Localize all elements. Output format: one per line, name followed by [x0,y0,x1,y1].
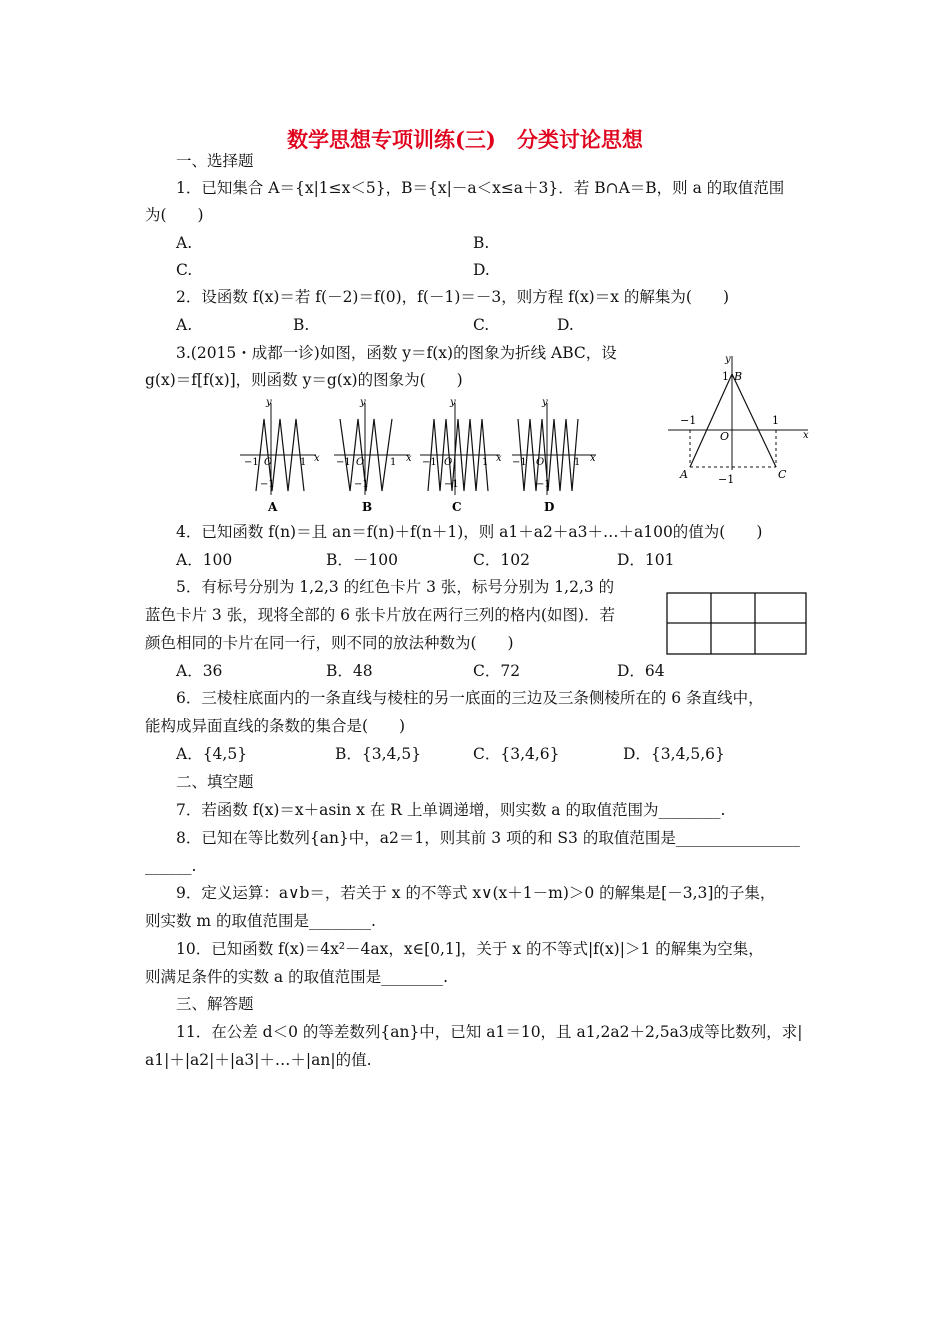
svg-text:O: O [536,457,545,468]
q4-option-c: C．102 [473,551,530,569]
svg-text:y: y [542,397,548,408]
tick-neg1-y: −1 [260,479,275,490]
section-choice: 一、选择题 [176,152,254,170]
svg-text:x: x [496,453,502,464]
q3-main-graph [668,350,813,490]
graph-a [240,397,320,514]
page-title: 数学思想专项训练(三) 分类讨论思想 [287,127,643,152]
q3-option-graphs [234,395,604,517]
q9-line1: 9．定义运算：a∨b＝，若关于 x 的不等式 x∨(x＋1－m)＞0 的解集是[－3,3]的子集， [176,884,776,902]
q2-option-d: D. [557,316,574,334]
q1-line1: 1．已知集合 A＝{x|1≤x＜5}，B＝{x|－a＜x≤a＋3}．若 B∩A＝B，则 a 的取值范围 [176,179,785,197]
svg-text:−1: −1 [680,414,697,427]
svg-text:y: y [725,354,731,365]
q11-line2: a1|＋|a2|＋|a3|＋…＋|an|的值. [145,1051,372,1069]
q11-line1: 11．在公差 d＜0 的等差数列{an}中，已知 a1＝10，且 a1,2a2＋2,5a3成等比数列，求| [176,1023,803,1041]
section-fill: 二、填空题 [176,773,254,791]
graph-b [334,397,412,514]
graph-label-a: A [268,500,278,514]
q5-option-d: D．64 [617,662,665,680]
svg-text:B: B [734,370,743,383]
svg-text:x: x [590,453,596,464]
q5-card-grid [666,592,808,656]
svg-text:C: C [778,468,787,481]
q10-line2: 则满足条件的实数 a 的取值范围是________. [145,968,449,986]
svg-text:O: O [444,457,453,468]
svg-text:1: 1 [772,414,779,427]
q5-option-b: B．48 [326,662,373,680]
svg-text:A: A [680,468,688,481]
q2-line1: 2．设函数 f(x)＝若 f(－2)＝f(0)，f(－1)＝－3，则方程 f(x)＝x 的解集为( ) [176,288,729,306]
q8-line2: ______. [145,857,197,875]
graph-c [420,397,502,514]
svg-text:y: y [450,397,456,408]
svg-text:1: 1 [722,370,729,383]
axis-label-y: y [266,397,272,408]
q3-line1: 3.(2015・成都一诊)如图，函数 y＝f(x)的图象为折线 ABC，设 [176,344,617,362]
q1-option-b: B. [473,234,490,252]
axis-label-x: x [314,453,320,464]
svg-text:−1: −1 [444,479,459,490]
q6-option-a: A．{4,5} [176,745,248,763]
svg-text:1: 1 [574,457,581,468]
q2-option-c: C. [473,316,490,334]
svg-text:−1: −1 [336,457,351,468]
q6-line2: 能构成异面直线的条数的集合是( ) [145,717,406,735]
graph-label-d: D [544,500,555,514]
q6-option-b: B．{3,4,5} [335,745,422,763]
q6-option-d: D．{3,4,5,6} [623,745,725,763]
svg-text:O: O [720,430,730,443]
graph-d [512,397,596,514]
svg-text:−1: −1 [536,479,551,490]
q2-option-b: B. [293,316,310,334]
graph-label-c: C [452,500,462,514]
q5-line3: 颜色相同的卡片在同一行，则不同的放法种数为( ) [145,634,514,652]
q3-line2: g(x)＝f[f(x)]，则函数 y＝g(x)的图象为( ) [145,371,463,389]
q1-line2: 为( ) [145,206,204,224]
svg-text:O: O [356,457,365,468]
q6-line1: 6．三棱柱底面内的一条直线与棱柱的另一底面的三边及三条侧棱所在的 6 条直线中， [176,689,764,707]
svg-text:−1: −1 [354,479,369,490]
q5-line2: 蓝色卡片 3 张，现将全部的 6 张卡片放在两行三列的格内(如图)．若 [145,606,616,624]
origin-label: O [264,457,273,468]
svg-text:y: y [360,397,366,408]
q5-option-c: C．72 [473,662,521,680]
graph-label-b: B [362,500,373,514]
q7-line1: 7．若函数 f(x)＝x＋asin x 在 R 上单调递增，则实数 a 的取值范围为________. [176,801,726,819]
svg-text:1: 1 [482,457,489,468]
q2-option-a: A. [176,316,193,334]
tick-pos1: 1 [300,457,307,468]
q9-line2: 则实数 m 的取值范围是________. [145,912,376,930]
q5-option-a: A．36 [176,662,223,680]
tick-neg1: −1 [244,457,259,468]
q5-line1: 5．有标号分别为 1,2,3 的红色卡片 3 张，标号分别为 1,2,3 的 [176,578,615,596]
svg-text:−1: −1 [422,457,437,468]
q1-option-a: A. [176,234,193,252]
svg-text:1: 1 [390,457,397,468]
svg-text:−1: −1 [718,473,735,486]
q6-option-c: C．{3,4,6} [473,745,560,763]
q8-line1: 8．已知在等比数列{an}中，a2＝1，则其前 3 项的和 S3 的取值范围是________________ [176,829,800,847]
q4-option-b: B．－100 [326,551,398,569]
q1-option-d: D. [473,261,490,279]
q4-option-d: D．101 [617,551,675,569]
svg-text:x: x [803,430,809,441]
q4-line1: 4．已知函数 f(n)＝且 an＝f(n)＋f(n＋1)，则 a1＋a2＋a3＋…＋a100的值为( ) [176,523,763,541]
q10-line1: 10．已知函数 f(x)＝4x²－4ax，x∈[0,1]，关于 x 的不等式|f(x)|＞1 的解集为空集， [176,940,764,958]
svg-text:−1: −1 [512,457,527,468]
svg-text:x: x [406,453,412,464]
q1-option-c: C. [176,261,193,279]
section-answer: 三、解答题 [176,995,254,1013]
q4-option-a: A．100 [176,551,233,569]
